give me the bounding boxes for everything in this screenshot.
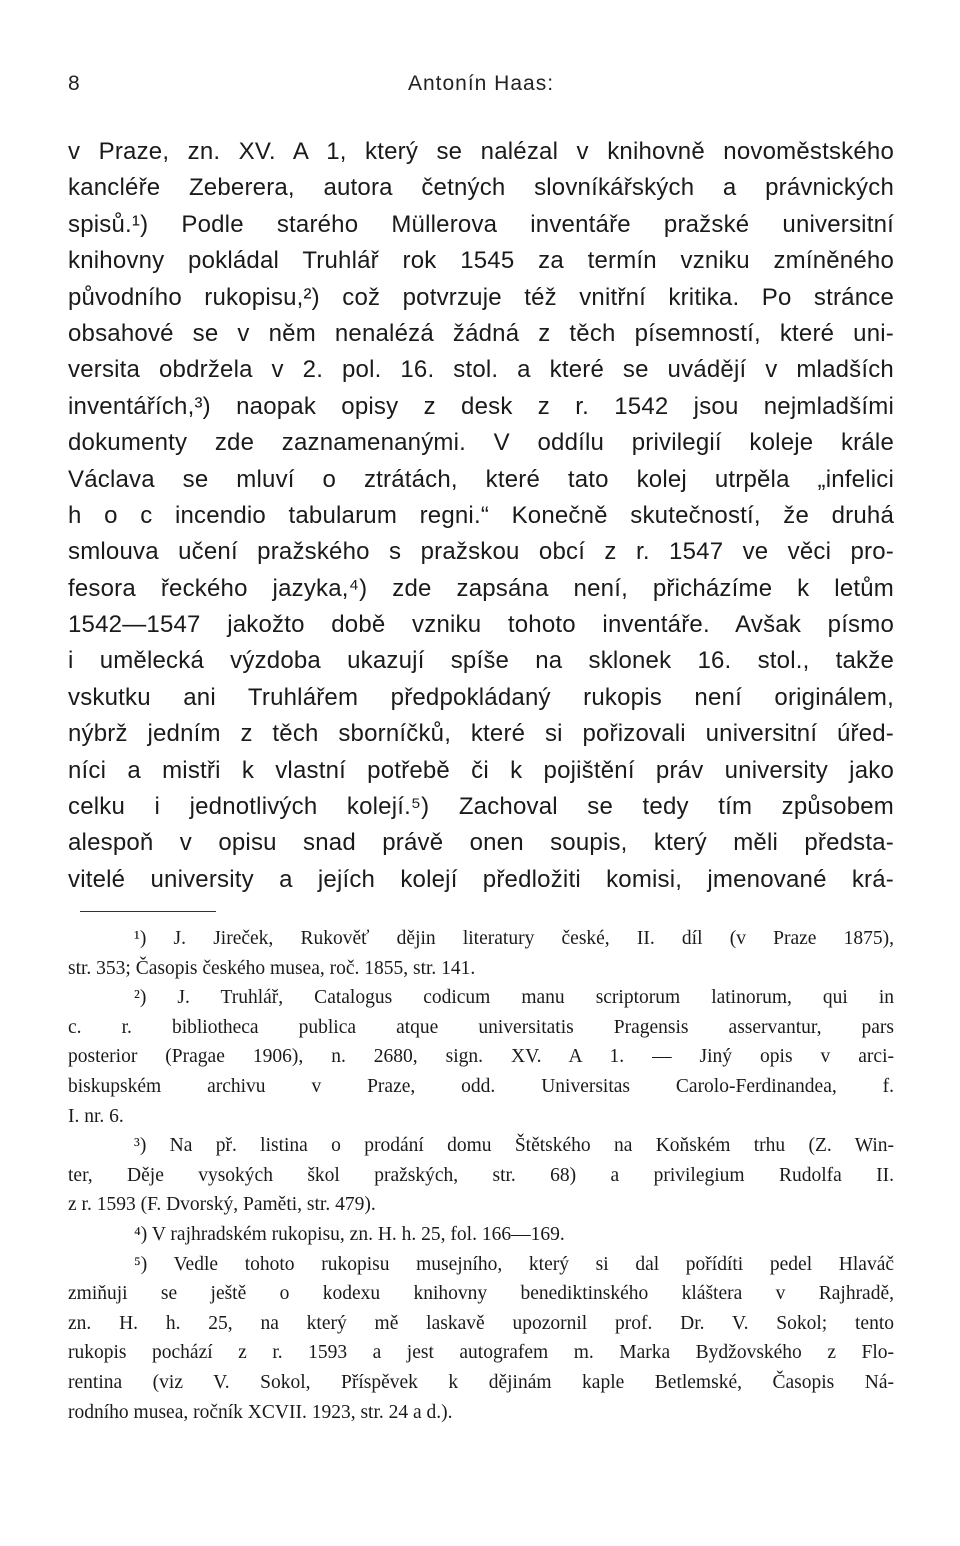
text-line: níci a mistři k vlastní potřebě či k pojištění práv university jako — [68, 756, 894, 784]
footnote-line: str. 353; Časopis českého musea, roč. 1855, str. 141. — [68, 957, 476, 979]
footnotes — [68, 924, 894, 1427]
footnote-line: zmiňuji se ještě o kodexu knihovny benediktinského kláštera v Rajhradě, — [68, 1283, 894, 1305]
footnote-4 — [68, 1220, 894, 1250]
footnote-line: ter, Děje vysokých škol pražských, str. 68) a privilegium Rudolfa II. — [68, 1164, 894, 1186]
footnote-line: z r. 1593 (F. Dvorský, Paměti, str. 479). — [68, 1194, 376, 1216]
footnote-1 — [68, 924, 894, 983]
footnote-text: V rajhradském rukopisu, zn. H. h. 25, fol. 166—169. — [151, 1223, 565, 1245]
text-line: kancléře Zeberera, autora četných slovníkářských a právnických — [68, 174, 894, 202]
footnote-5 — [68, 1250, 894, 1428]
footnote-mark: ¹) — [134, 928, 147, 949]
text-line: h o c incendio tabularum regni.“ Konečně skutečností, že druhá — [68, 501, 894, 529]
footnote-line — [68, 1250, 894, 1280]
footnote-line: zn. H. h. 25, na který mě laskavě upozornil prof. Dr. V. Sokol; tento — [68, 1312, 894, 1334]
footnote-line: I. nr. 6. — [68, 1105, 124, 1127]
running-title: Antonín Haas: — [407, 72, 555, 95]
footnote-text: J. Jireček, Rukověť dějin literatury české, II. díl (v Praze 1875), — [173, 928, 894, 949]
text-line: knihovny pokládal Truhlář rok 1545 za termín vzniku zmíněného — [68, 247, 894, 275]
text-line: celku i jednotlivých kolejí.⁵) Zachoval se tedy tím způsobem — [68, 793, 894, 821]
footnote-line — [68, 983, 894, 1013]
footnote-mark: ³) — [134, 1135, 147, 1157]
footnote-line — [68, 1131, 894, 1161]
text-line: i umělecká výzdoba ukazují spíše na sklonek 16. stol., takže — [68, 647, 894, 675]
footnote-2 — [68, 983, 894, 1131]
footnote-line: rukopis pochází z r. 1593 a jest autografem m. Marka Bydžovského z Flo- — [68, 1342, 894, 1364]
footnote-mark: ⁴) — [134, 1223, 148, 1245]
text-line: obsahové se v něm nenalézá žádná z těch písemností, které uni- — [68, 319, 894, 347]
text-line: versita obdržela v 2. pol. 16. stol. a které se uvádějí v mladších — [68, 356, 894, 384]
footnote-line: rodního musea, ročník XCVII. 1923, str. 24 a d.). — [68, 1401, 453, 1423]
text-line: v Praze, zn. XV. A 1, který se nalézal v knihovně novoměstského — [68, 138, 894, 165]
text-line: vitelé university a jejích kolejí předložiti komisi, jmenované krá- — [68, 865, 894, 893]
text-line: dokumenty zde zaznamenanými. V oddílu privilegií koleje krále — [68, 429, 894, 457]
text-line: alespoň v opisu snad právě onen soupis, který měli předsta- — [68, 829, 894, 857]
footnote-mark: ²) — [134, 987, 147, 1009]
footnote-line: posterior (Pragae 1906), n. 2680, sign. XV. A 1. — Jiný opis v arci- — [68, 1046, 894, 1068]
page-number: 8 — [68, 72, 80, 95]
footnote-text: J. Truhlář, Catalogus codicum manu scriptorum latinorum, qui in — [177, 987, 895, 1009]
text-line: 1542—1547 jakožto době vzniku tohoto inventáře. Avšak písmo — [68, 611, 894, 639]
footnote-line — [68, 1220, 894, 1250]
text-line: spisů.¹) Podle starého Müllerova inventáře pražské universitní — [68, 210, 894, 238]
main-text — [68, 134, 894, 898]
footnote-3 — [68, 1131, 894, 1220]
text-line: inventářích,³) naopak opisy z desk z r. 1542 jsou nejmladšími — [68, 392, 894, 420]
text-line: nýbrž jedním z těch sborníčků, které si pořizovali universitní úřed- — [68, 720, 894, 748]
text-line: původního rukopisu,²) což potvrzuje též vnitřní kritika. Po stránce — [68, 283, 894, 311]
text-line: fesora řeckého jazyka,⁴) zde zapsána není, přicházíme k letům — [68, 574, 894, 602]
footnote-line: c. r. bibliotheca publica atque universitatis Pragensis asservantur, pars — [68, 1016, 894, 1038]
footnote-text: Vedle tohoto rukopisu musejního, který si dal pořídíti pedel Hlaváč — [173, 1253, 895, 1275]
footnote-line: biskupském archivu v Praze, odd. Universitas Carolo-Ferdinandea, f. — [68, 1075, 894, 1097]
footnote-mark: ⁵) — [134, 1253, 148, 1275]
text-line: vskutku ani Truhlářem předpokládaný rukopis není originálem, — [68, 683, 894, 711]
text-line: Václava se mluví o ztrátách, které tato kolej utrpěla „infelici — [68, 465, 894, 493]
page-header — [68, 72, 894, 104]
footnote-text: Na př. listina o prodání domu Štětského na Koňském trhu (Z. Win- — [169, 1135, 895, 1157]
footnote-separator — [80, 911, 216, 912]
footnote-line: rentina (viz V. Sokol, Příspěvek k dějinám kaple Betlemské, Časopis Ná- — [68, 1371, 894, 1393]
text-line: smlouva učení pražského s pražskou obcí z r. 1547 ve věci pro- — [68, 538, 894, 566]
footnote-line — [68, 924, 894, 954]
